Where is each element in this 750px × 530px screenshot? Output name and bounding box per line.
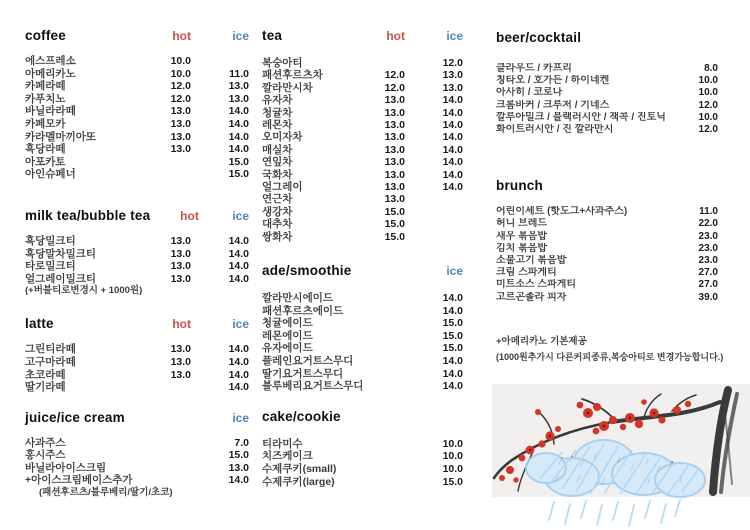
item-price: 8.0 bbox=[704, 63, 718, 74]
item-price-hot: 13.0 bbox=[384, 193, 405, 206]
item-price-ice: 14.0 bbox=[228, 247, 249, 260]
menu-item-row bbox=[496, 243, 718, 255]
menu-item-row bbox=[262, 380, 463, 393]
tea-item-list bbox=[262, 57, 463, 243]
bubble-tea-upgrade-note: (+버블티로변경시 + 1000원) bbox=[25, 285, 143, 297]
menu-item-row bbox=[496, 63, 718, 75]
menu-item-row bbox=[496, 75, 718, 87]
menu-item-row bbox=[25, 437, 249, 450]
milk-tea-item-list bbox=[25, 235, 249, 285]
item-name: 플레인요거트스무디 bbox=[262, 355, 354, 368]
item-price-ice bbox=[405, 206, 463, 218]
item-name: 칭타오 / 호가든 / 하이네켄 bbox=[496, 75, 610, 87]
item-name: 매실차 bbox=[262, 143, 293, 156]
item-name: 패션후르츠차 bbox=[262, 69, 323, 82]
item-price: 15.0 bbox=[228, 449, 249, 462]
item-name: 아포카토 bbox=[25, 155, 66, 168]
item-price-hot bbox=[135, 168, 191, 181]
section-title-cake: cake/cookie bbox=[262, 408, 341, 424]
item-price-ice: 15.0 bbox=[228, 155, 249, 168]
item-name: 김치 볶음밥 bbox=[496, 242, 548, 254]
coffee-section-header bbox=[25, 28, 249, 43]
item-price-ice: 14.0 bbox=[442, 143, 463, 156]
item-price-ice: 14.0 bbox=[228, 272, 249, 285]
item-name: 수제쿠키(large) bbox=[262, 475, 335, 488]
item-price-ice: 14.0 bbox=[442, 156, 463, 169]
item-price-ice: 13.0 bbox=[442, 69, 463, 82]
item-price: 27.0 bbox=[698, 279, 718, 291]
menu-item-row bbox=[262, 231, 463, 243]
tea-section-header bbox=[262, 28, 463, 43]
item-price-hot: 13.0 bbox=[384, 119, 405, 132]
cake-item-list bbox=[262, 438, 463, 488]
menu-item-row bbox=[262, 342, 463, 355]
menu-item-row bbox=[262, 69, 463, 81]
item-price: 13.0 bbox=[228, 461, 249, 474]
beer-cocktail-section bbox=[496, 30, 718, 136]
item-price: 23.0 bbox=[698, 230, 718, 242]
item-price-ice: 14.0 bbox=[228, 381, 249, 394]
item-name: 카페모카 bbox=[25, 117, 66, 130]
item-price-ice: 14.0 bbox=[442, 106, 463, 119]
menu-item-row bbox=[25, 381, 249, 394]
item-price-ice: 14.0 bbox=[442, 94, 463, 107]
item-name: 고르곤졸라 피자 bbox=[496, 291, 567, 303]
item-price: 12.0 bbox=[698, 124, 718, 136]
item-name: 초코라떼 bbox=[25, 368, 66, 381]
menu-item-row bbox=[25, 93, 249, 106]
menu-item-row bbox=[262, 119, 463, 131]
item-price: 14.0 bbox=[442, 292, 463, 305]
ice-column-header: ice bbox=[232, 208, 249, 223]
menu-item-row bbox=[25, 356, 249, 369]
item-name: 생강차 bbox=[262, 205, 293, 218]
item-price-hot: 12.0 bbox=[384, 69, 405, 82]
item-price-hot: 13.0 bbox=[384, 106, 405, 119]
section-title-milk-tea: milk tea/bubble tea bbox=[25, 207, 151, 223]
item-name: 청귤에이드 bbox=[262, 317, 313, 330]
item-name: 흑당라떼 bbox=[25, 143, 66, 156]
menu-item-row bbox=[25, 248, 249, 261]
item-price-hot: 13.0 bbox=[170, 143, 191, 156]
item-price-hot: 13.0 bbox=[170, 117, 191, 130]
item-name: 카푸치노 bbox=[25, 92, 66, 105]
item-name: 바닐라아이스크림 bbox=[25, 461, 107, 474]
menu-item-row bbox=[25, 68, 249, 81]
ade-section-header bbox=[262, 263, 463, 278]
item-price-hot: 13.0 bbox=[384, 131, 405, 144]
menu-item-row bbox=[262, 193, 463, 205]
section-title-ade: ade/smoothie bbox=[262, 263, 352, 279]
latte-section bbox=[25, 316, 249, 393]
hot-column-header: hot bbox=[172, 317, 191, 332]
item-name: 홍시주스 bbox=[25, 449, 66, 462]
menu-item-row bbox=[262, 206, 463, 218]
item-price-hot: 13.0 bbox=[384, 168, 405, 181]
item-price: 14.0 bbox=[442, 304, 463, 317]
brunch-note-americano: +아메리카노 기본제공 bbox=[496, 335, 587, 347]
brunch-notes bbox=[496, 335, 724, 363]
item-name: 블루베리요거트스무디 bbox=[262, 380, 364, 393]
item-price-hot: 13.0 bbox=[384, 156, 405, 169]
item-price-hot: 13.0 bbox=[170, 260, 191, 273]
beer-item-list bbox=[496, 63, 718, 136]
section-title-latte: latte bbox=[25, 316, 54, 332]
menu-item-row bbox=[496, 267, 718, 279]
menu-item-row bbox=[262, 355, 463, 368]
cake-cookie-section bbox=[262, 409, 463, 488]
item-name: 깔라만시차 bbox=[262, 81, 313, 94]
item-name: 티라미수 bbox=[262, 437, 303, 450]
item-price: 15.0 bbox=[442, 475, 463, 488]
item-name: 아메리카노 bbox=[25, 67, 76, 80]
item-name: 레몬차 bbox=[262, 119, 293, 132]
item-name: 새우 볶음밥 bbox=[496, 230, 548, 242]
item-name: 클라우드 / 카프리 bbox=[496, 63, 572, 74]
item-name: 크롬바커 / 크루저 / 기네스 bbox=[496, 99, 610, 111]
item-price-ice: 14.0 bbox=[228, 260, 249, 273]
menu-item-row bbox=[496, 87, 718, 99]
ice-column-header: ice bbox=[232, 317, 249, 332]
menu-item-row bbox=[496, 206, 718, 218]
section-title-tea: tea bbox=[262, 28, 283, 43]
item-price-ice: 12.0 bbox=[442, 57, 463, 69]
latte-section-header bbox=[25, 316, 249, 331]
menu-item-row bbox=[262, 317, 463, 330]
item-name: 흑당말차밀크티 bbox=[25, 247, 97, 260]
item-name: 화이트러시안 / 진 깔라만시 bbox=[496, 124, 614, 136]
menu-column-left bbox=[25, 0, 249, 499]
item-name: 크림 스파게티 bbox=[496, 267, 557, 279]
menu-item-row bbox=[262, 438, 463, 451]
item-price-ice bbox=[191, 55, 249, 68]
item-price-ice: 14.0 bbox=[228, 355, 249, 368]
item-name: 유자차 bbox=[262, 94, 293, 107]
item-name: 그린티라떼 bbox=[25, 343, 76, 356]
item-price-ice: 14.0 bbox=[228, 368, 249, 381]
menu-item-row bbox=[496, 218, 718, 230]
item-price-hot: 10.0 bbox=[170, 67, 191, 80]
item-price-ice: 14.0 bbox=[228, 130, 249, 143]
menu-item-row bbox=[262, 218, 463, 230]
item-price: 39.0 bbox=[698, 291, 718, 303]
item-price-ice bbox=[405, 231, 463, 243]
item-name: 카라멜마끼아또 bbox=[25, 130, 97, 143]
brunch-item-list bbox=[496, 206, 718, 304]
hot-column-header: hot bbox=[386, 29, 405, 43]
ade-item-list bbox=[262, 292, 463, 393]
item-name: 청귤차 bbox=[262, 106, 293, 119]
menu-item-row bbox=[25, 55, 249, 68]
menu-item-row bbox=[262, 144, 463, 156]
item-name: 딸기라떼 bbox=[25, 381, 66, 394]
menu-item-row bbox=[496, 100, 718, 112]
menu-item-row bbox=[25, 260, 249, 273]
menu-item-row bbox=[262, 330, 463, 343]
item-name: 패션후르츠에이드 bbox=[262, 304, 344, 317]
menu-item-row bbox=[25, 235, 249, 248]
item-price-hot: 13.0 bbox=[170, 355, 191, 368]
item-price: 10.0 bbox=[698, 87, 718, 99]
item-price-ice: 14.0 bbox=[442, 131, 463, 144]
item-name: 얼그레이밀크티 bbox=[25, 272, 97, 285]
item-name: 흑당밀크티 bbox=[25, 234, 76, 247]
menu-item-row bbox=[25, 462, 249, 475]
menu-item-row bbox=[262, 107, 463, 119]
item-name: 에스프레소 bbox=[25, 55, 76, 67]
item-price-ice: 14.0 bbox=[228, 343, 249, 356]
item-price: 10.0 bbox=[442, 463, 463, 476]
ade-smoothie-section bbox=[262, 263, 463, 393]
menu-item-row bbox=[262, 368, 463, 381]
item-name: 연근차 bbox=[262, 193, 293, 206]
rain-doodle bbox=[549, 500, 680, 526]
menu-item-row bbox=[25, 474, 249, 487]
juice-item-list bbox=[25, 437, 249, 487]
item-name: 딸기요거트스무디 bbox=[262, 367, 344, 380]
item-price-hot: 13.0 bbox=[170, 272, 191, 285]
item-price-ice bbox=[405, 218, 463, 230]
section-title-beer: beer/cocktail bbox=[496, 30, 582, 45]
menu-item-row bbox=[262, 82, 463, 94]
menu-item-row bbox=[262, 57, 463, 69]
menu-item-row bbox=[25, 143, 249, 156]
item-price: 10.0 bbox=[442, 437, 463, 450]
menu-item-row bbox=[496, 112, 718, 124]
juice-ice-cream-section bbox=[25, 410, 249, 499]
item-price-hot bbox=[135, 156, 191, 169]
item-price-ice: 13.0 bbox=[228, 80, 249, 93]
juice-section-header bbox=[25, 410, 249, 425]
menu-item-row bbox=[262, 181, 463, 193]
item-price-hot bbox=[349, 57, 405, 69]
item-price: 15.0 bbox=[442, 329, 463, 342]
item-name: 복숭아티 bbox=[262, 57, 303, 69]
menu-item-row bbox=[262, 292, 463, 305]
item-name: 깔라만시에이드 bbox=[262, 292, 334, 305]
menu-item-row bbox=[496, 292, 718, 304]
menu-item-row bbox=[262, 450, 463, 463]
item-name: 어린이세트 (핫도그+사과주스) bbox=[496, 206, 628, 218]
item-name: 카페라떼 bbox=[25, 80, 66, 93]
menu-item-row bbox=[496, 231, 718, 243]
item-price-ice: 14.0 bbox=[442, 168, 463, 181]
item-price: 14.0 bbox=[442, 355, 463, 368]
item-price: 11.0 bbox=[699, 206, 718, 218]
menu-item-row bbox=[25, 449, 249, 462]
item-price-hot: 13.0 bbox=[170, 234, 191, 247]
item-price: 15.0 bbox=[442, 317, 463, 330]
menu-item-row bbox=[25, 118, 249, 131]
item-price-hot bbox=[135, 381, 191, 394]
item-name: 대추차 bbox=[262, 218, 293, 231]
menu-item-row bbox=[25, 369, 249, 382]
menu-item-row bbox=[262, 476, 463, 489]
item-name: 아인슈페너 bbox=[25, 168, 76, 181]
item-price: 14.0 bbox=[442, 380, 463, 393]
item-price-ice: 14.0 bbox=[442, 181, 463, 194]
item-price-hot: 13.0 bbox=[170, 105, 191, 118]
item-name: 바닐라라떼 bbox=[25, 105, 76, 118]
item-price-hot: 12.0 bbox=[170, 80, 191, 93]
item-price-hot: 13.0 bbox=[384, 143, 405, 156]
menu-item-row bbox=[262, 156, 463, 168]
menu-item-row bbox=[25, 343, 249, 356]
item-price-hot: 15.0 bbox=[384, 205, 405, 218]
section-title-juice: juice/ice cream bbox=[25, 409, 125, 425]
item-price: 12.0 bbox=[698, 99, 718, 111]
item-name: 오미자차 bbox=[262, 131, 303, 144]
menu-item-row bbox=[496, 279, 718, 291]
item-name: 수제쿠키(small) bbox=[262, 463, 337, 476]
item-price-hot: 13.0 bbox=[170, 130, 191, 143]
item-name: 허니 브레드 bbox=[496, 218, 548, 230]
item-price-ice: 14.0 bbox=[228, 234, 249, 247]
item-price: 7.0 bbox=[234, 436, 249, 449]
item-name: 쌍화차 bbox=[262, 230, 293, 243]
item-price-hot: 13.0 bbox=[170, 343, 191, 356]
item-price-ice: 15.0 bbox=[228, 168, 249, 181]
item-price-hot: 13.0 bbox=[384, 94, 405, 107]
menu-item-row bbox=[262, 305, 463, 318]
item-price-ice: 14.0 bbox=[228, 105, 249, 118]
ice-column-header: ice bbox=[232, 410, 249, 425]
item-price: 15.0 bbox=[442, 342, 463, 355]
ice-column-header: ice bbox=[232, 29, 249, 43]
item-name: +아이스크림베이스추가 bbox=[25, 474, 133, 487]
menu-item-row bbox=[25, 105, 249, 118]
item-price-ice: 14.0 bbox=[228, 143, 249, 156]
item-name: 얼그레이 bbox=[262, 181, 303, 194]
menu-item-row bbox=[25, 168, 249, 181]
menu-item-row bbox=[496, 124, 718, 136]
item-price-ice: 14.0 bbox=[228, 117, 249, 130]
item-price-hot: 10.0 bbox=[170, 55, 191, 67]
item-price: 22.0 bbox=[698, 218, 718, 230]
item-price-ice: 11.0 bbox=[229, 67, 249, 80]
item-price-hot: 12.0 bbox=[170, 92, 191, 105]
item-name: 유자에이드 bbox=[262, 342, 313, 355]
beer-section-header bbox=[496, 30, 718, 45]
menu-column-middle bbox=[262, 0, 463, 488]
cake-section-header bbox=[262, 409, 463, 424]
menu-item-row bbox=[262, 131, 463, 143]
item-price: 14.0 bbox=[442, 367, 463, 380]
item-price-hot: 15.0 bbox=[384, 230, 405, 243]
item-price: 10.0 bbox=[698, 75, 718, 87]
item-price-hot: 12.0 bbox=[384, 81, 405, 94]
item-name: 연잎차 bbox=[262, 156, 293, 169]
item-price-ice: 13.0 bbox=[228, 92, 249, 105]
item-name: 깔루아밀크 / 블랙러시안 / 잭콕 / 진토닉 bbox=[496, 111, 666, 123]
item-price-hot: 15.0 bbox=[384, 218, 405, 231]
menu-column-right bbox=[496, 0, 724, 363]
menu-item-row bbox=[25, 156, 249, 169]
item-price-hot: 13.0 bbox=[170, 247, 191, 260]
milk-tea-section bbox=[25, 208, 249, 297]
item-name: 아사히 / 코로나 bbox=[496, 87, 563, 99]
brunch-section-header bbox=[496, 178, 718, 193]
item-name: 타로밀크티 bbox=[25, 260, 76, 273]
milk-tea-section-header bbox=[25, 208, 249, 223]
menu-item-row bbox=[262, 463, 463, 476]
item-name: 치즈케이크 bbox=[262, 450, 313, 463]
item-name: 소불고기 볶음밥 bbox=[496, 255, 567, 267]
item-name: 국화차 bbox=[262, 168, 293, 181]
latte-item-list bbox=[25, 343, 249, 393]
item-name: 사과주스 bbox=[25, 436, 66, 449]
item-price: 23.0 bbox=[698, 242, 718, 254]
item-name: 미트소스 스파게티 bbox=[496, 279, 577, 291]
menu-item-row bbox=[25, 131, 249, 144]
brunch-note-change-option: (1000원추가시 다른커피종류,복숭아티로 변경가능합니다.) bbox=[496, 351, 724, 362]
decorative-artwork bbox=[492, 384, 750, 530]
item-price: 14.0 bbox=[228, 474, 249, 487]
item-price-hot: 13.0 bbox=[170, 368, 191, 381]
item-name: 고구마라떼 bbox=[25, 355, 76, 368]
hot-column-header: hot bbox=[180, 208, 199, 223]
ice-column-header: ice bbox=[446, 264, 463, 279]
item-price-ice: 14.0 bbox=[442, 119, 463, 132]
hot-column-header: hot bbox=[172, 29, 191, 43]
menu-item-row bbox=[496, 255, 718, 267]
menu-item-row bbox=[25, 273, 249, 286]
section-title-brunch: brunch bbox=[496, 178, 543, 194]
item-price-ice bbox=[405, 193, 463, 205]
item-price: 27.0 bbox=[698, 267, 718, 279]
item-price: 23.0 bbox=[698, 255, 718, 267]
section-title-coffee: coffee bbox=[25, 28, 66, 43]
menu-item-row bbox=[262, 94, 463, 106]
ice-cream-flavors-note: (패션후르츠/블루베리/딸기/초코) bbox=[39, 487, 173, 499]
item-price: 10.0 bbox=[698, 111, 718, 123]
item-price-hot: 13.0 bbox=[384, 181, 405, 194]
tea-section bbox=[262, 28, 463, 243]
item-price-ice: 13.0 bbox=[442, 81, 463, 94]
ice-column-header: ice bbox=[446, 29, 463, 43]
coffee-item-list bbox=[25, 55, 249, 181]
plum-blossom-illustration bbox=[492, 384, 750, 530]
item-price: 10.0 bbox=[442, 450, 463, 463]
coffee-section bbox=[25, 28, 249, 181]
menu-item-row bbox=[25, 80, 249, 93]
item-name: 레몬에이드 bbox=[262, 329, 313, 342]
menu-item-row bbox=[262, 169, 463, 181]
brunch-section bbox=[496, 178, 718, 304]
